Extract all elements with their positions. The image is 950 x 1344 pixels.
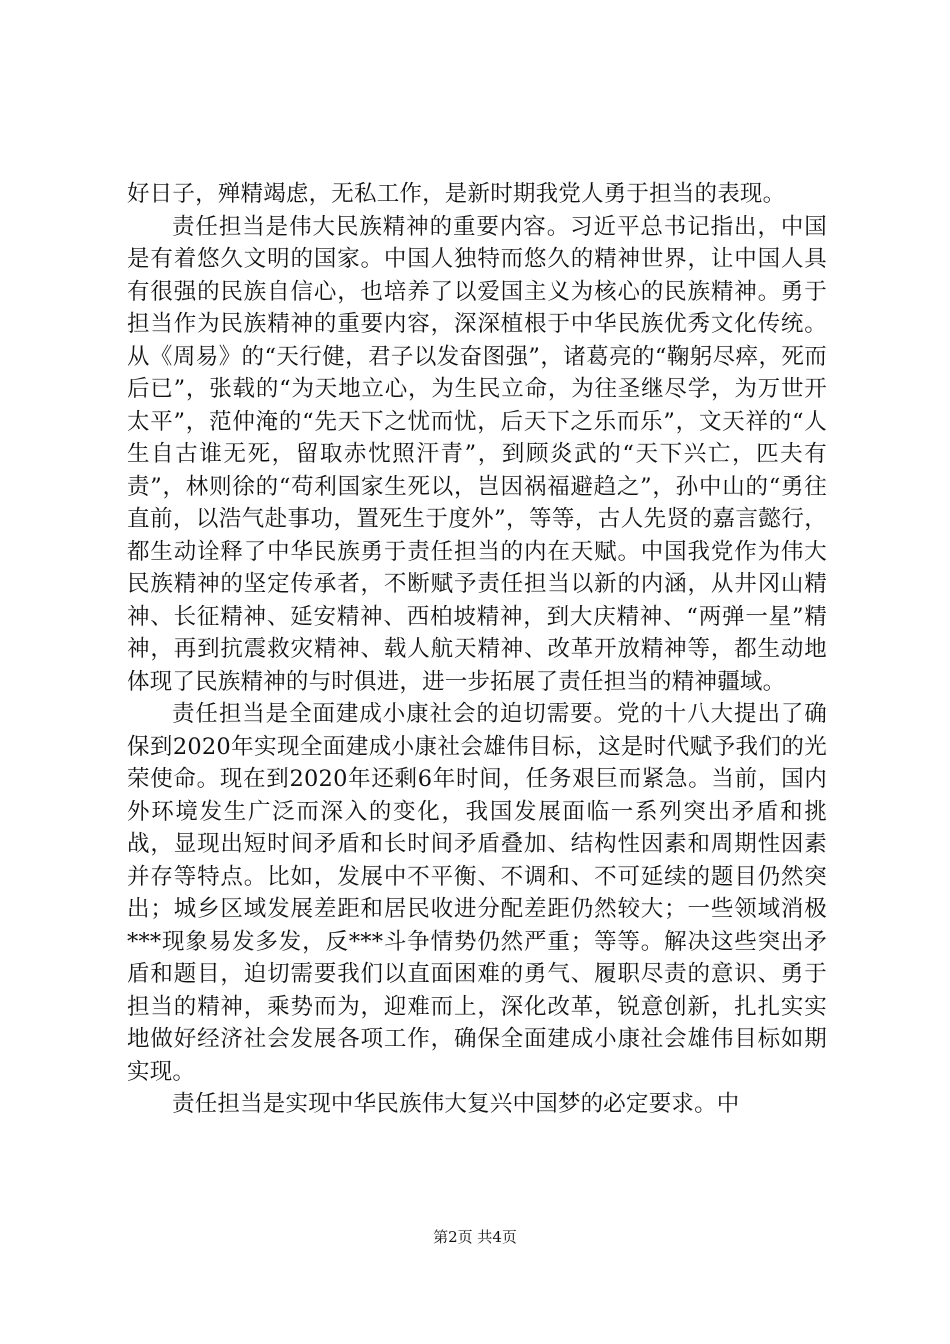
paragraph-continued: 好日子，殚精竭虑，无私工作，是新时期我党人勇于担当的表现。 xyxy=(127,181,786,207)
paragraph-chinese-dream: 责任担当是实现中华民族伟大复兴中国梦的必定要求。中 xyxy=(172,1091,740,1117)
body-text xyxy=(127,178,827,1121)
paragraph-moderately-prosperous-society: 责任担当是全面建成小康社会的迫切需要。党的十八大提出了确保到2020年实现全面建成小康社会雄伟目标，这是时代赋予我们的光荣使命。现在到2020年还剩6年时间，任务艰巨而紧急。当前，国内外环境发生广泛而深入的变化，我国发展面临一系列突出矛盾和挑战，显现出短时间矛盾和长时间矛盾叠加、结构性因素和周期性因素并存等特点。比如，发展中不平衡、不调和、不可延续的题目仍然突出；城乡区域发展差距和居民收进分配差距仍然较大；一些领域消极***现象易发多发，反***斗争情势仍然严重；等等。解决这些突出矛盾和题目，迫切需要我们以直面困难的勇气、履职尽责的意识、勇于担当的精神，乘势而为，迎难而上，深化改革，锐意创新，扎扎实实地做好经济社会发展各项工作，确保全面建成小康社会雄伟目标如期实现。 xyxy=(127,701,827,1085)
page-footer: 第2页 共4页 xyxy=(433,1228,517,1246)
paragraph-national-spirit: 责任担当是伟大民族精神的重要内容。习近平总书记指出，中国是有着悠久文明的国家。中国人独特而悠久的精神世界，让中国人具有很强的民族自信心，也培养了以爱国主义为核心的民族精神。勇于担当作为民族精神的重要内容，深深植根于中华民族优秀文化传统。从《周易》的“天行健，君子以发奋图强”，诸葛亮的“鞠躬尽瘁，死而后已”，张载的“为天地立心，为生民立命，为往圣继尽学，为万世开太平”，范仲淹的“先天下之忧而忧，后天下之乐而乐”，文天祥的“人生自古谁无死，留取赤忱照汗青”，到顾炎武的“天下兴亡，匹夫有责”，林则徐的“苟利国家生死以，岂因祸福避趋之”，孙中山的“勇往直前，以浩气赴事功，置死生于度外”，等等，古人先贤的嘉言懿行，都生动诠释了中华民族勇于责任担当的内在天赋。中国我党作为伟大民族精神的坚定传承者，不断赋予责任担当以新的内涵，从井冈山精神、长征精神、延安精神、西柏坡精神，到大庆精神、“两弹一星”精神，再到抗震救灾精神、载人航天精神、改革开放精神等，都生动地体现了民族精神的与时俱进，进一步拓展了责任担当的精神疆域。 xyxy=(127,213,827,695)
